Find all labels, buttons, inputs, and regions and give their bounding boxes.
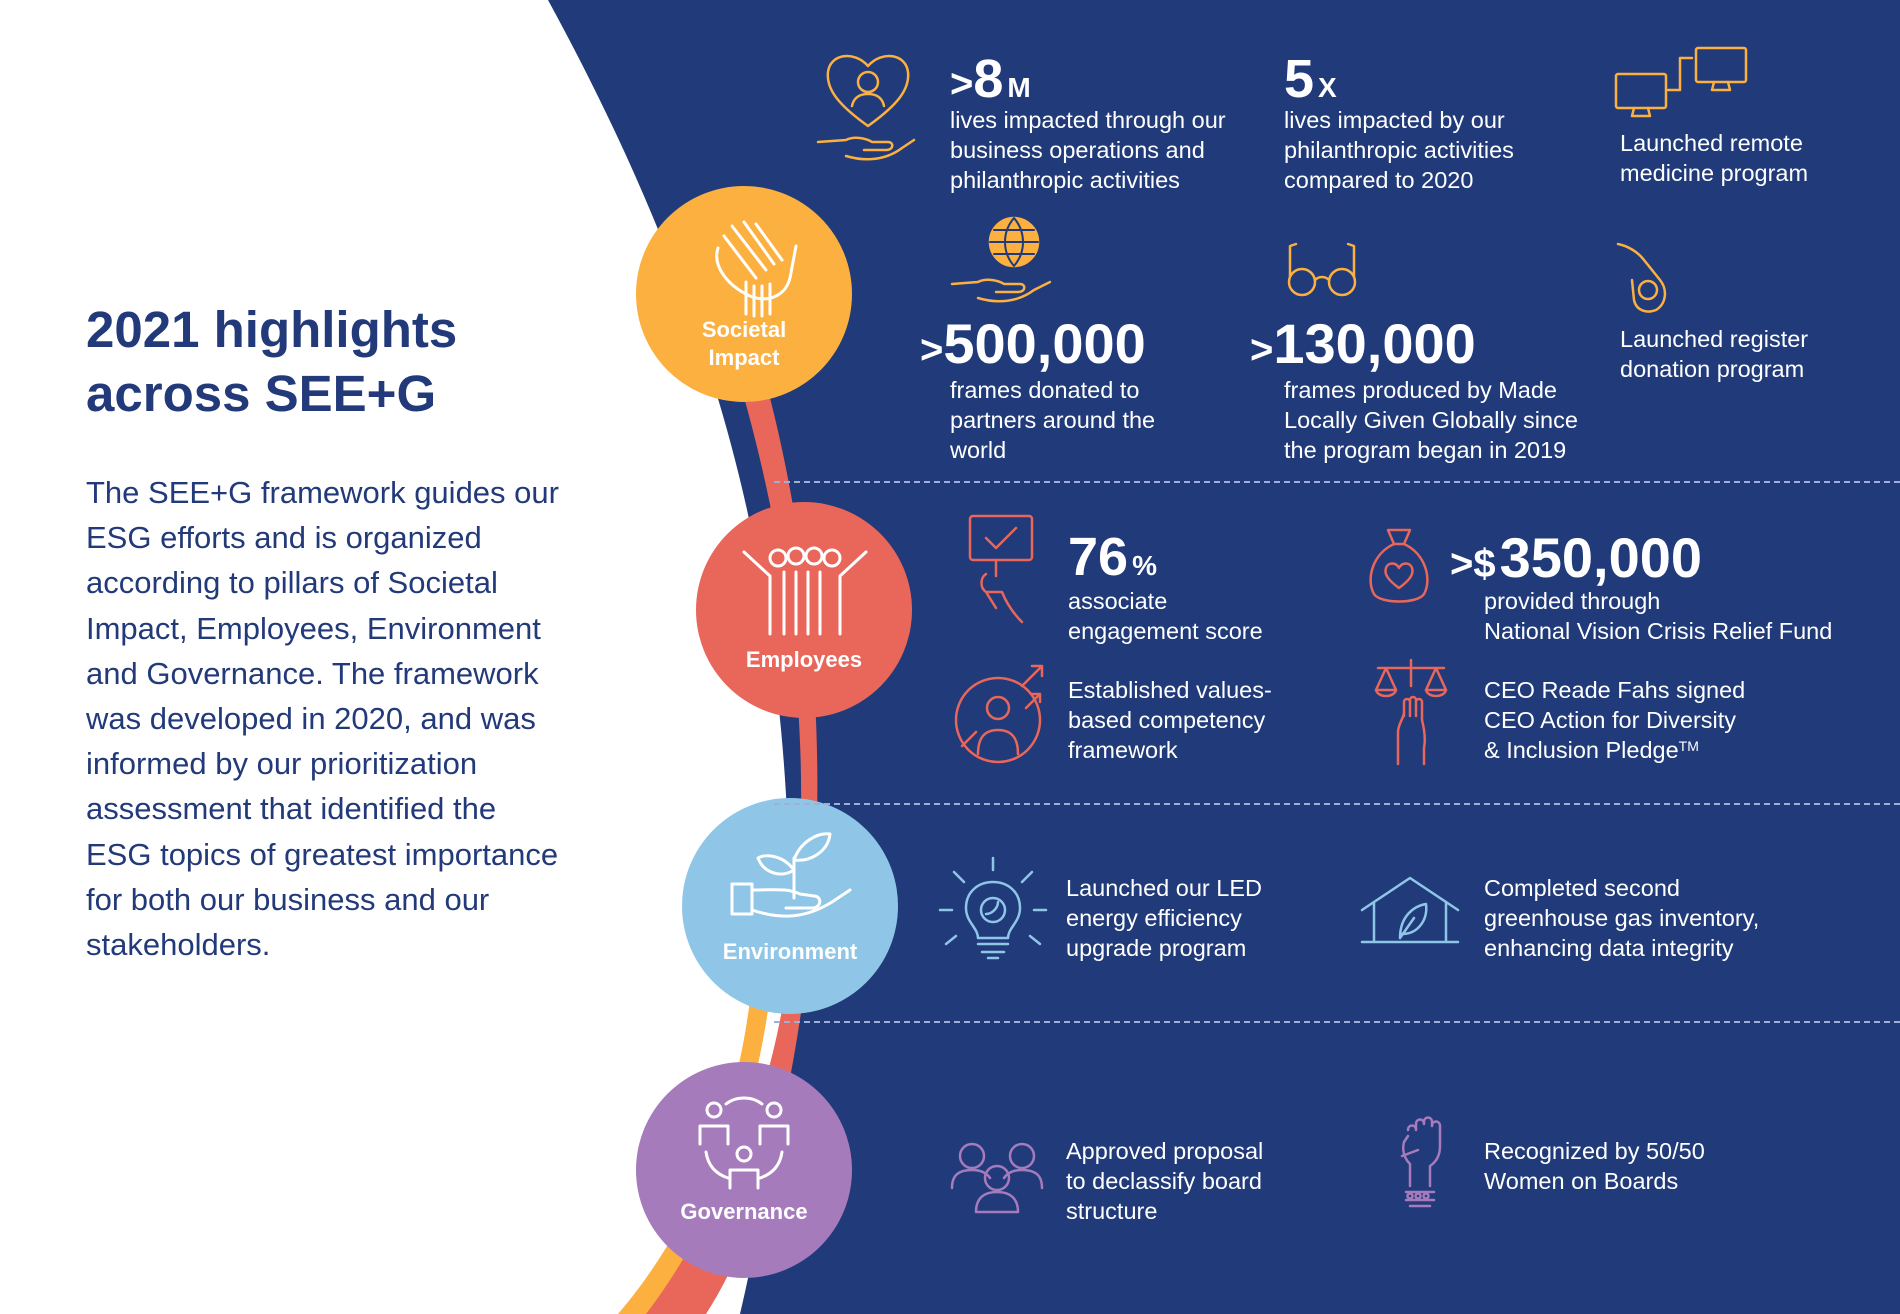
- stat-frames-desc: frames donated to partners around the world: [950, 377, 1156, 463]
- people-network-icon: [636, 1062, 852, 1278]
- stat-multiplier: 5 X: [1284, 49, 1337, 109]
- pillar-environment: [682, 798, 898, 1014]
- pillar-societal-impact: [636, 186, 852, 402]
- stat-board-desc: Approved proposal to declassify board structure: [1066, 1138, 1264, 1224]
- section-divider: [774, 1021, 1900, 1023]
- lightbulb-icon: [938, 856, 1048, 962]
- person-growth-icon: [952, 656, 1048, 768]
- pillar-employees: [696, 502, 912, 718]
- page-title: [86, 298, 606, 426]
- stat-made-locally: >130,000: [1250, 312, 1476, 375]
- sprout-hand-icon: [682, 798, 898, 1014]
- hand-coin-icon: [1614, 240, 1678, 316]
- stat-multiplier-desc: lives impacted by our philanthropic activities compared to 2020: [1284, 107, 1514, 193]
- stat-engagement: 76 %: [1068, 527, 1157, 587]
- raised-fist-icon: [1396, 1116, 1460, 1212]
- glasses-icon: [1284, 240, 1360, 302]
- intro-paragraph: The SEE+G framework guides our ESG efforts and is organized according to pillars of Societal Impact, Employees, Environment and Governance. The framework was developed in 2020, and was informed by our prioritization assessment that identified the ESG topics of greatest importance for both our business and our stakeholders.: [86, 475, 559, 963]
- stat-relief-desc: provided through National Vision Crisis Relief Fund: [1484, 588, 1833, 644]
- stat-lives-impacted: >8 M: [950, 49, 1031, 109]
- pillar-governance: [636, 1062, 852, 1278]
- globe-hand-icon: [950, 212, 1054, 310]
- checkbox-sign-icon: [966, 512, 1038, 628]
- money-bag-heart-icon: [1366, 526, 1432, 606]
- title-line-1: 2021 highlights: [86, 301, 458, 358]
- stat-remote-desc: Launched remote medicine program: [1620, 130, 1809, 186]
- pillar-label-societal: Societal Impact: [701, 317, 787, 370]
- monitors-icon: [1614, 44, 1750, 120]
- stat-ghg-desc: Completed second greenhouse gas inventory, enhancing data integrity: [1484, 875, 1760, 961]
- house-leaf-icon: [1360, 876, 1460, 946]
- pillar-label-employees: Employees: [745, 647, 863, 672]
- stat-register-desc: Launched register donation program: [1620, 326, 1809, 382]
- stat-engagement-desc: associate engagement score: [1068, 588, 1263, 644]
- heart-hand-icon: [816, 44, 916, 168]
- team-raised-arms-icon: [696, 502, 912, 718]
- board-people-icon: [950, 1134, 1044, 1214]
- stat-relief-fund: >$350,000: [1450, 526, 1703, 589]
- stat-competency-desc: Established values- based competency framework: [1068, 677, 1272, 763]
- stat-made-locally-desc: frames produced by Made Locally Given Globally since the program began in 2019: [1284, 377, 1578, 463]
- title-line-2: across SEE+G: [86, 365, 437, 422]
- scales-hand-icon: [1372, 656, 1450, 768]
- stat-frames-donated: >500,000: [920, 312, 1146, 375]
- stat-ceo-pledge-desc: CEO Reade Fahs signed CEO Action for Diversity & Inclusion Pledge™: [1484, 677, 1746, 763]
- pillar-label-environment: Environment: [722, 939, 858, 964]
- section-divider: [774, 803, 1900, 805]
- pillar-label-governance: Governance: [680, 1199, 808, 1224]
- stat-women-boards-desc: Recognized by 50/50 Women on Boards: [1484, 1138, 1705, 1194]
- section-divider: [774, 481, 1900, 483]
- stat-led-desc: Launched our LED energy efficiency upgrade program: [1066, 875, 1262, 961]
- stat-lives-desc: lives impacted through our business operations and philanthropic activities: [950, 107, 1226, 193]
